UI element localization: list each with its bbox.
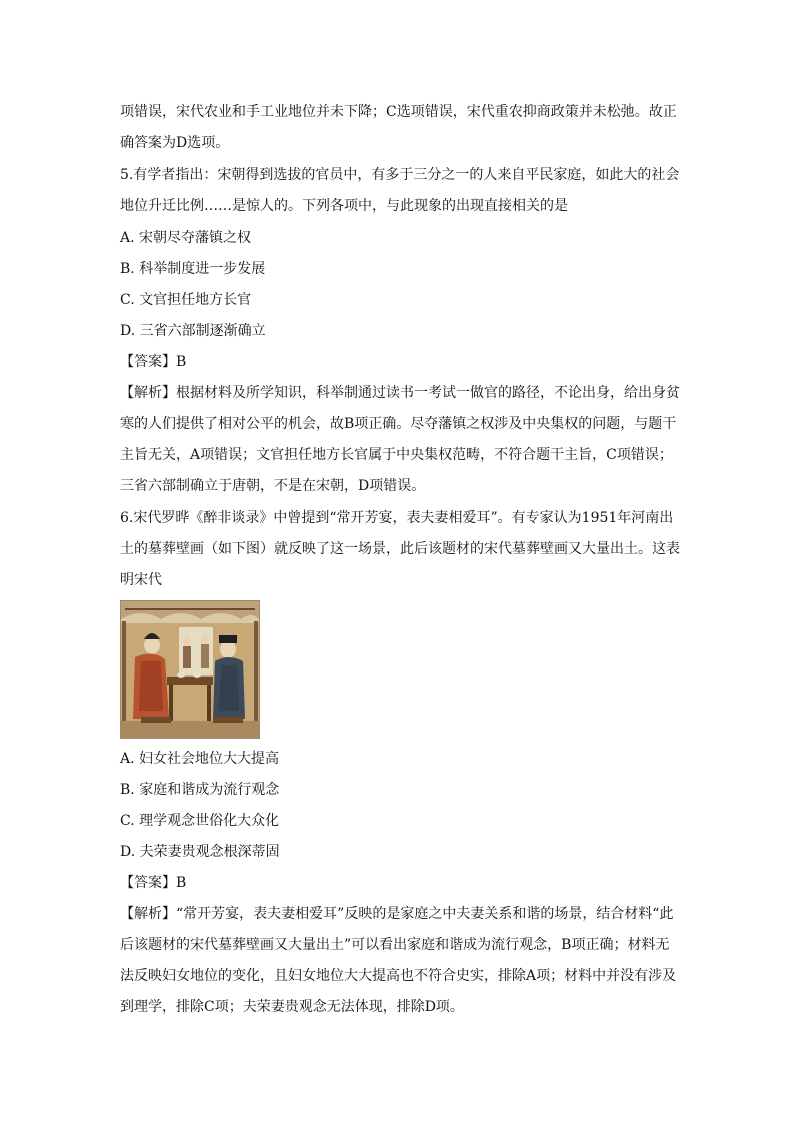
q6-analysis: 后该题材的宋代墓葬壁画又大量出土”可以看出家庭和谐成为流行观念，B项正确；材料无 <box>120 937 670 953</box>
question-6-stem: 明宋代 <box>120 572 162 588</box>
question-5-stem: 地位升迁比例……是惊人的。下列各项中，与此现象的出现直接相关的是 <box>120 198 568 214</box>
q5-analysis: 寒的人们提供了相对公平的机会，故B项正确。尽夺藩镇之权涉及中央集权的问题，与题干 <box>120 416 677 432</box>
q6-option-d: D. 夫荣妻贵观念根深蒂固 <box>120 844 280 860</box>
q6-answer: 【答案】B <box>120 875 187 891</box>
song-tomb-mural-image <box>120 600 260 739</box>
question-6-stem: 土的墓葬壁画（如下图）就反映了这一场景，此后该题材的宋代墓葬壁画又大量出土。这表 <box>120 541 680 557</box>
q5-analysis: 三省六部制确立于唐朝，不是在宋朝，D项错误。 <box>120 478 426 494</box>
q5-option-c: C. 文官担任地方长官 <box>120 292 252 308</box>
q6-analysis: 到理学，排除C项；夫荣妻贵观念无法体现，排除D项。 <box>120 999 464 1015</box>
q5-option-a: A. 宋朝尽夺藩镇之权 <box>120 230 252 246</box>
q6-option-c: C. 理学观念世俗化大众化 <box>120 813 280 829</box>
question-5-stem: 5.有学者指出：宋朝得到选拔的官员中，有多于三分之一的人来自平民家庭，如此大的社会 <box>120 167 680 183</box>
q5-answer: 【答案】B <box>120 354 187 370</box>
mural-illustration <box>121 601 259 738</box>
text-line: 项错误，宋代农业和手工业地位并未下降；C选项错误，宋代重农抑商政策并未松弛。故正 <box>120 104 677 120</box>
q5-option-b: B. 科举制度进一步发展 <box>120 261 266 277</box>
question-6-stem: 6.宋代罗晔《醉非谈录》中曾提到“常开芳宴，表夫妻相爱耳”。有专家认为1951年河南出 <box>120 510 674 526</box>
q6-option-b: B. 家庭和谐成为流行观念 <box>120 782 280 798</box>
text-line: 确答案为D选项。 <box>120 135 230 151</box>
q5-option-d: D. 三省六部制逐渐确立 <box>120 323 266 339</box>
q6-analysis: 法反映妇女地位的变化，且妇女地位大大提高也不符合史实，排除A项；材料中并没有涉及 <box>120 968 677 984</box>
q6-analysis: 【解析】“常开芳宴，表夫妻相爱耳”反映的是家庭之中夫妻关系和谐的场景，结合材料“此 <box>120 906 674 922</box>
q6-option-a: A. 妇女社会地位大大提高 <box>120 751 280 767</box>
q5-analysis: 主旨无关，A项错误；文官担任地方长官属于中央集权范畴，不符合题干主旨，C项错误； <box>120 447 673 463</box>
q5-analysis: 【解析】根据材料及所学知识，科举制通过读书一考试一做官的路径，不论出身，给出身贫 <box>120 385 680 401</box>
